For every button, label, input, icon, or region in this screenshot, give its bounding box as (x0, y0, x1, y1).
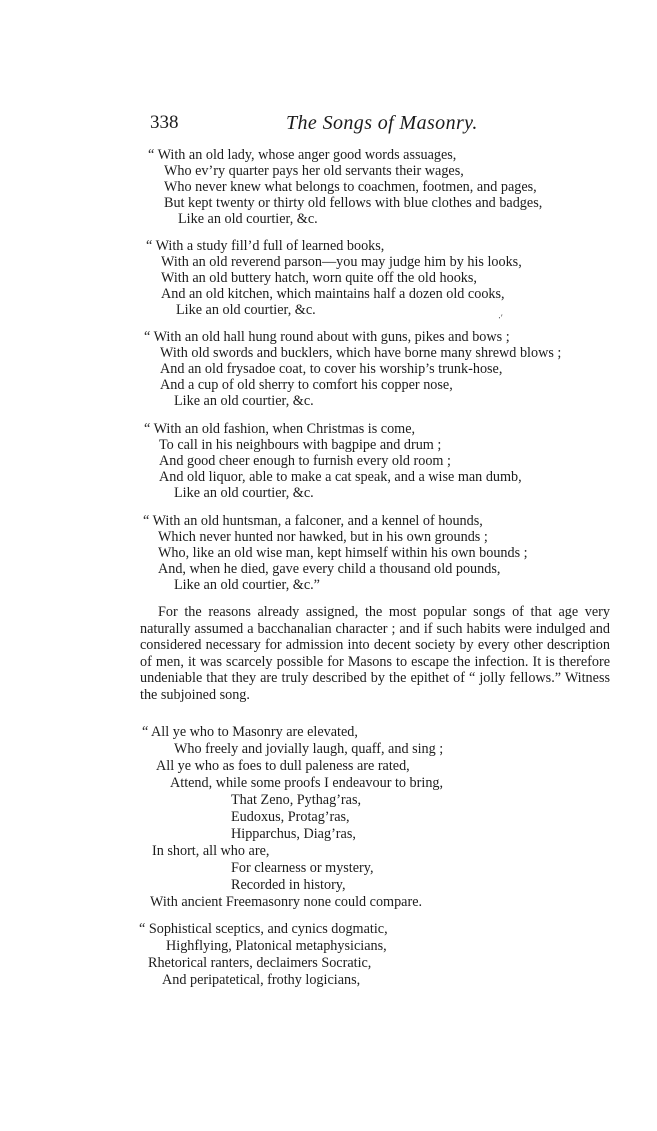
verse-line: With ancient Freemasonry none could compare. (150, 894, 423, 910)
verse-line: That Zeno, Pythag’ras, (231, 792, 362, 808)
verse-line: Highflying, Platonical metaphysicians, (166, 938, 387, 954)
verse-line: To call in his neighbours with bagpipe and drum ; (159, 437, 442, 453)
running-header (0, 112, 657, 138)
verse-line: “ With an old hall hung round about with guns, pikes and bows ; (144, 329, 510, 345)
verse-line: Who never knew what belongs to coachmen, footmen, and pages, (164, 179, 537, 195)
verse-line: “ With an old huntsman, a falconer, and a kennel of hounds, (143, 513, 483, 529)
verse-line: And a cup of old sherry to comfort his copper nose, (160, 377, 453, 393)
verse-refrain: Like an old courtier, &c. (174, 393, 314, 409)
verse-line: “ With an old fashion, when Christmas is come, (144, 421, 416, 437)
verse-line: Who, like an old wise man, kept himself within his own bounds ; (158, 545, 528, 561)
verse-line: Recorded in history, (231, 877, 346, 893)
running-title: The Songs of Masonry. (286, 112, 478, 134)
verse-line: Which never hunted nor hawked, but in his own grounds ; (158, 529, 488, 545)
verse-line: Rhetorical ranters, declaimers Socratic, (148, 955, 372, 971)
prose-text: For the reasons already assigned, the most popular songs of that age very naturally assumed a bacchanalian character ; and if such habits were indulged and considered necessary for admission into decent society by every other description of men, it was scarcely possible for Masons to escape the infection. It is therefore undeniable that they are truly described by the epithet of “ jolly fellows.” Witness the subjoined song. (140, 604, 610, 703)
verse-line: Who ev’ry quarter pays her old servants their wages, (164, 163, 464, 179)
stray-mark: ‧′ (498, 313, 503, 323)
verse-line: “ All ye who to Masonry are elevated, (142, 724, 358, 740)
verse-line: With old swords and bucklers, which have borne many shrewd blows ; (160, 345, 562, 361)
verse-line: In short, all who are, (152, 843, 270, 859)
verse-line: Attend, while some proofs I endeavour to bring, (170, 775, 444, 791)
verse-line: Hipparchus, Diag’ras, (231, 826, 356, 842)
page-number: 338 (150, 112, 179, 133)
verse-line: Who freely and jovially laugh, quaff, and sing ; (174, 741, 444, 757)
verse-line: And, when he died, gave every child a thousand old pounds, (158, 561, 501, 577)
verse-line: “ Sophistical sceptics, and cynics dogmatic, (139, 921, 388, 937)
verse-line: Eudoxus, Protag’ras, (231, 809, 350, 825)
verse-line: And good cheer enough to furnish every old room ; (159, 453, 451, 469)
verse-line: And an old kitchen, which maintains half a dozen old cooks, (161, 286, 505, 302)
verse-line: All ye who as foes to dull paleness are rated, (156, 758, 410, 774)
verse-line: But kept twenty or thirty old fellows with blue clothes and badges, (164, 195, 543, 211)
verse-line: With an old buttery hatch, worn quite off the old hooks, (161, 270, 477, 286)
verse-line: And old liquor, able to make a cat speak, and a wise man dumb, (159, 469, 522, 485)
verse-line: And peripatetical, frothy logicians, (162, 972, 361, 988)
verse-refrain: Like an old courtier, &c. (178, 211, 318, 227)
verse-line: “ With an old lady, whose anger good words assuages, (148, 147, 457, 163)
verse-refrain: Like an old courtier, &c.” (174, 577, 320, 593)
verse-line: “ With a study fill’d full of learned books, (146, 238, 385, 254)
verse-line: For clearness or mystery, (231, 860, 374, 876)
verse-refrain: Like an old courtier, &c. (176, 302, 316, 318)
verse-line: With an old reverend parson—you may judge him by his looks, (161, 254, 522, 270)
verse-line: And an old frysadoe coat, to cover his worship’s trunk-hose, (160, 361, 503, 377)
prose-paragraph (140, 604, 610, 703)
verse-refrain: Like an old courtier, &c. (174, 485, 314, 501)
